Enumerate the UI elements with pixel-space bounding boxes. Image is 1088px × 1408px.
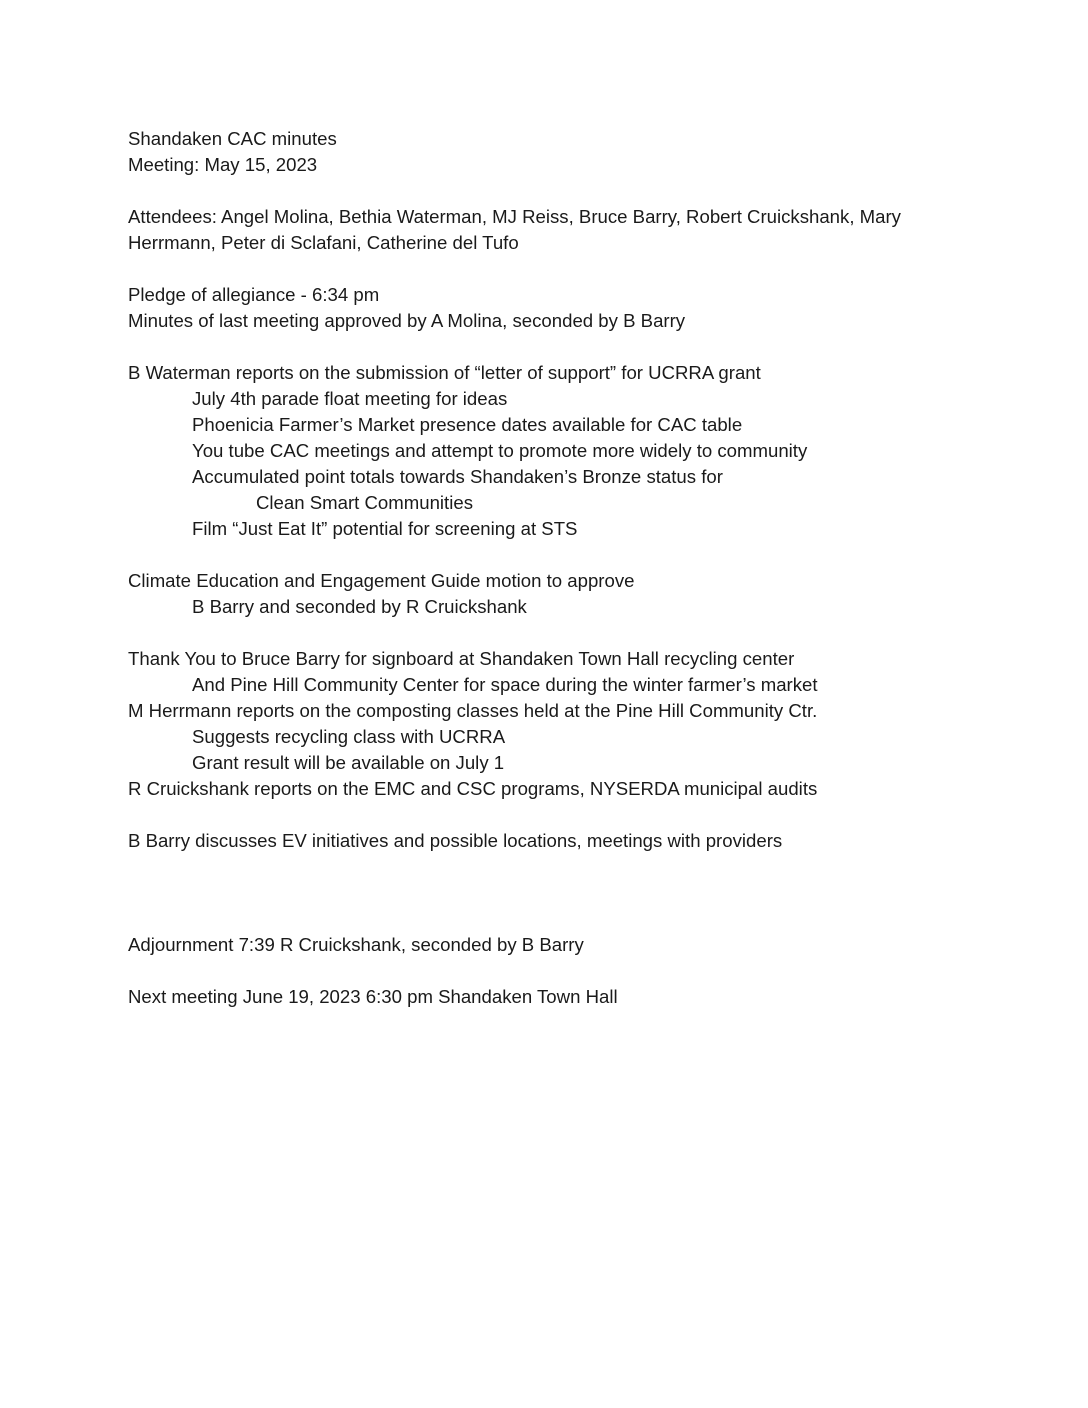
document-title: Shandaken CAC minutes	[128, 128, 337, 149]
pledge-line: Pledge of allegiance - 6:34 pm	[128, 284, 380, 305]
next-meeting-line: Next meeting June 19, 2023 6:30 pm Shandaken Town Hall	[128, 986, 618, 1007]
thanks-line-1: Thank You to Bruce Barry for signboard at Shandaken Town Hall recycling center	[128, 648, 795, 669]
waterman-report-item: Accumulated point totals towards Shandaken’s Bronze status for	[192, 466, 723, 487]
waterman-report-item: July 4th parade float meeting for ideas	[192, 388, 508, 409]
attendees-line-1: Attendees: Angel Molina, Bethia Waterman, MJ Reiss, Bruce Barry, Robert Cruickshank, Mary	[128, 206, 901, 227]
climate-guide-heading: Climate Education and Engagement Guide motion to approve	[128, 570, 635, 591]
spacer	[128, 958, 968, 984]
attendees-line-2: Herrmann, Peter di Sclafani, Catherine del Tufo	[128, 232, 519, 253]
spacer	[128, 334, 968, 360]
waterman-report-heading: B Waterman reports on the submission of “letter of support” for UCRRA grant	[128, 362, 761, 383]
waterman-report-item: You tube CAC meetings and attempt to promote more widely to community	[192, 440, 808, 461]
spacer	[128, 854, 968, 932]
thanks-line-2: And Pine Hill Community Center for space during the winter farmer’s market	[192, 674, 818, 695]
spacer	[128, 542, 968, 568]
barry-discussion: B Barry discusses EV initiatives and possible locations, meetings with providers	[128, 830, 783, 851]
cruickshank-report: R Cruickshank reports on the EMC and CSC programs, NYSERDA municipal audits	[128, 778, 818, 799]
spacer	[128, 178, 968, 204]
minutes-approval-line: Minutes of last meeting approved by A Molina, seconded by B Barry	[128, 310, 686, 331]
herrmann-report-item: Grant result will be available on July 1	[192, 752, 505, 773]
herrmann-report-heading: M Herrmann reports on the composting classes held at the Pine Hill Community Ctr.	[128, 700, 818, 721]
minutes-body	[128, 126, 968, 1010]
waterman-report-item: Film “Just Eat It” potential for screening at STS	[192, 518, 578, 539]
spacer	[128, 620, 968, 646]
meeting-date: Meeting: May 15, 2023	[128, 154, 318, 175]
spacer	[128, 802, 968, 828]
waterman-report-item: Phoenicia Farmer’s Market presence dates available for CAC table	[192, 414, 743, 435]
adjournment-line: Adjournment 7:39 R Cruickshank, seconded by B Barry	[128, 934, 584, 955]
herrmann-report-item: Suggests recycling class with UCRRA	[192, 726, 506, 747]
waterman-report-subitem: Clean Smart Communities	[256, 492, 473, 513]
climate-guide-detail: B Barry and seconded by R Cruickshank	[192, 596, 527, 617]
spacer	[128, 256, 968, 282]
